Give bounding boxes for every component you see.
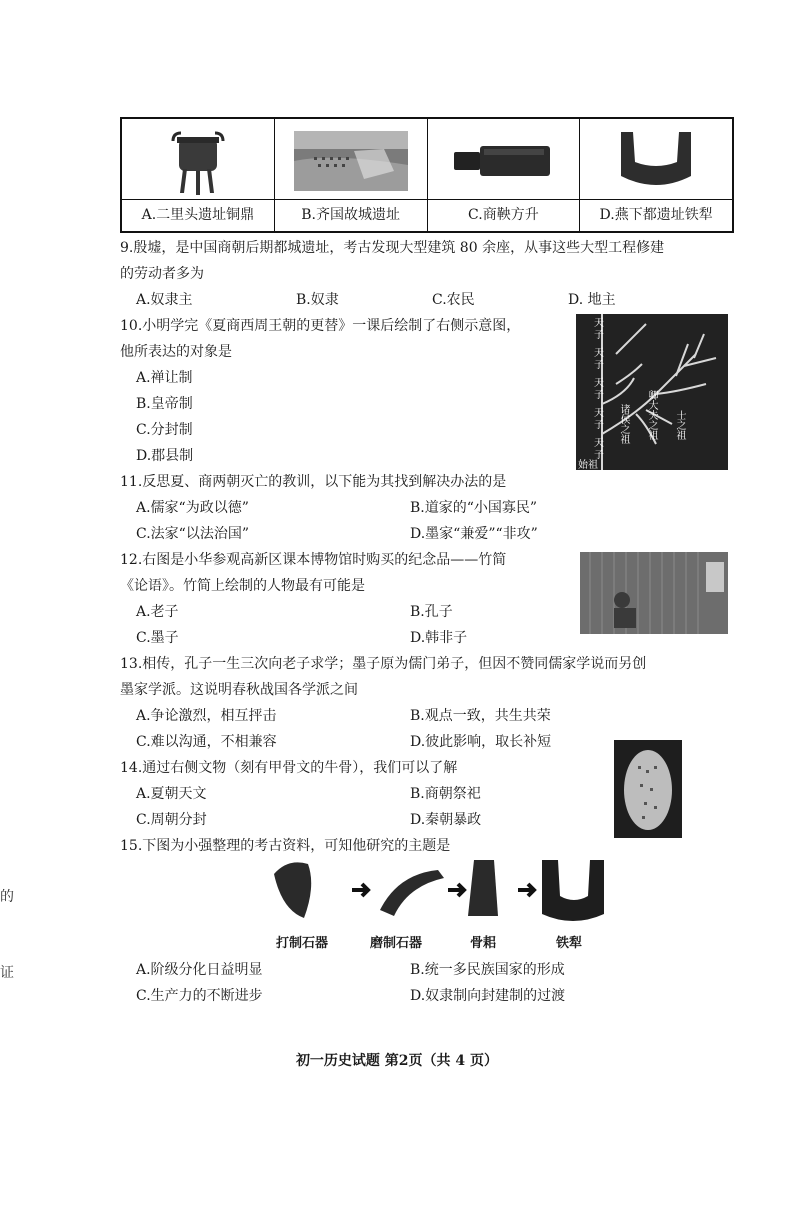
q13-option-a[interactable]: A.争论激烈，相互抨击 (136, 708, 277, 724)
oracle-bone-photo (614, 740, 682, 838)
page-footer: 初一历史试题 第2页（共 4 页） (295, 1053, 499, 1069)
tree-branch-label-2: 卿大夫之祖 (646, 390, 657, 440)
bamboo-slip-photo (580, 552, 728, 634)
artifact-table (120, 117, 734, 233)
tool-label-polished-stone: 磨制石器 (370, 936, 423, 951)
q11-option-d[interactable]: D.墨家“兼爱”“非攻” (410, 526, 538, 542)
q9-option-d[interactable]: D. 地主 (568, 292, 616, 308)
artifact-caption-d: D.燕下都遗址铁犁 (580, 199, 732, 231)
artifact-caption-a: A.二里头遗址铜鼎 (122, 199, 274, 231)
q10-option-b[interactable]: B.皇帝制 (136, 396, 193, 412)
q11-option-c[interactable]: C.法家“以法治国” (136, 526, 249, 542)
polished-stone-tool-icon (380, 870, 444, 916)
enfeoffment-tree-figure (576, 314, 728, 470)
tool-label-bone-spade: 骨耜 (470, 936, 497, 951)
margin-mark-1: 的 (0, 889, 14, 905)
q9-option-c[interactable]: C.农民 (432, 292, 475, 308)
tool-label-chipped-stone: 打制石器 (276, 936, 329, 951)
q12-stem-line2: 《论语》。竹简上绘制的人物最有可能是 (120, 578, 365, 594)
q9-stem-line2: 的劳动者多为 (120, 266, 204, 282)
artifact-cell-a (122, 119, 275, 231)
q10-stem-line1: 10.小明学完《夏商西周王朝的更替》一课后绘制了右侧示意图， (120, 318, 521, 334)
q12-stem-line1: 12.右图是小华参观高新区课本博物馆时购买的纪念品——竹简 (120, 552, 507, 568)
q14-option-a[interactable]: A.夏朝天文 (136, 786, 207, 802)
q15-stem: 15.下图为小强整理的考古资料，可知他研究的主题是 (120, 838, 451, 854)
tree-trunk-label-2: 天子 (594, 348, 604, 371)
margin-mark-2: 证 (0, 965, 14, 981)
tree-root-label: 始祖 (578, 460, 598, 471)
q10-stem-line2: 他所表达的对象是 (120, 344, 232, 360)
q10-option-d[interactable]: D.郡县制 (136, 448, 194, 464)
q14-option-b[interactable]: B.商朝祭祀 (410, 786, 481, 802)
q13-option-c[interactable]: C.难以沟通，不相兼容 (136, 734, 277, 750)
tool-label-iron-plough: 铁犁 (556, 936, 583, 951)
iron-plough-icon (580, 119, 732, 202)
tree-branch-label-1: 诸侯之祖 (618, 404, 629, 444)
artifact-cell-d (580, 119, 732, 231)
q13-stem-line2: 墨家学派。这说明春秋战国各学派之间 (120, 682, 358, 698)
q14-option-d[interactable]: D.秦朝暴政 (410, 812, 482, 828)
q9-option-a[interactable]: A.奴隶主 (136, 292, 193, 308)
q11-stem: 11.反思夏、商两朝灭亡的教训，以下能为其找到解决办法的是 (120, 474, 507, 490)
tree-trunk-label-1: 天子 (594, 318, 604, 341)
bone-spade-icon (468, 860, 498, 916)
arrow-icon (448, 884, 464, 896)
arrow-icon (352, 884, 368, 896)
q14-option-c[interactable]: C.周朝分封 (136, 812, 207, 828)
artifact-caption-b: B.齐国故城遗址 (275, 199, 427, 231)
iron-plough-icon (542, 860, 604, 921)
q13-stem-line1: 13.相传，孔子一生三次向老子求学；墨子原为儒门弟子，但因不赞同儒家学说而另创 (120, 656, 647, 672)
tree-trunk-label-4: 天子 (594, 408, 604, 431)
q9-option-b[interactable]: B.奴隶 (296, 292, 339, 308)
q12-option-d[interactable]: D.韩非子 (410, 630, 468, 646)
q15-option-a[interactable]: A.阶级分化日益明显 (136, 962, 263, 978)
tree-trunk-label-5: 天子 (594, 438, 604, 461)
q11-option-b[interactable]: B.道家的“小国寡民” (410, 500, 538, 516)
artifact-cell-b (275, 119, 428, 231)
q12-option-b[interactable]: B.孔子 (410, 604, 453, 620)
q12-option-c[interactable]: C.墨子 (136, 630, 179, 646)
arrow-icon (518, 884, 534, 896)
q14-stem: 14.通过右侧文物（刻有甲骨文的牛骨），我们可以了解 (120, 760, 458, 776)
city-ruins-photo (275, 119, 427, 202)
tree-branch-label-3: 士之祖 (674, 410, 685, 440)
q11-option-a[interactable]: A.儒家“为政以德” (136, 500, 249, 516)
q10-option-c[interactable]: C.分封制 (136, 422, 193, 438)
q15-option-c[interactable]: C.生产力的不断进步 (136, 988, 263, 1004)
artifact-cell-c (428, 119, 581, 231)
q13-option-b[interactable]: B.观点一致，共生共荣 (410, 708, 551, 724)
q15-option-b[interactable]: B.统一多民族国家的形成 (410, 962, 565, 978)
q10-option-a[interactable]: A.禅让制 (136, 370, 193, 386)
chipped-stone-tool-icon (274, 862, 311, 918)
q9-stem-line1: 9.殷墟，是中国商朝后期都城遗址，考古发现大型建筑 80 余座，从事这些大型工程修建 (120, 240, 665, 256)
tree-trunk-label-3: 天子 (594, 378, 604, 401)
bronze-measure-icon (428, 119, 580, 202)
q13-option-d[interactable]: D.彼此影响，取长补短 (410, 734, 552, 750)
tools-sequence-figure (268, 856, 618, 952)
artifact-caption-c: C.商鞅方升 (428, 199, 580, 231)
q12-option-a[interactable]: A.老子 (136, 604, 179, 620)
bronze-ding-icon (122, 119, 274, 202)
q15-option-d[interactable]: D.奴隶制向封建制的过渡 (410, 988, 566, 1004)
